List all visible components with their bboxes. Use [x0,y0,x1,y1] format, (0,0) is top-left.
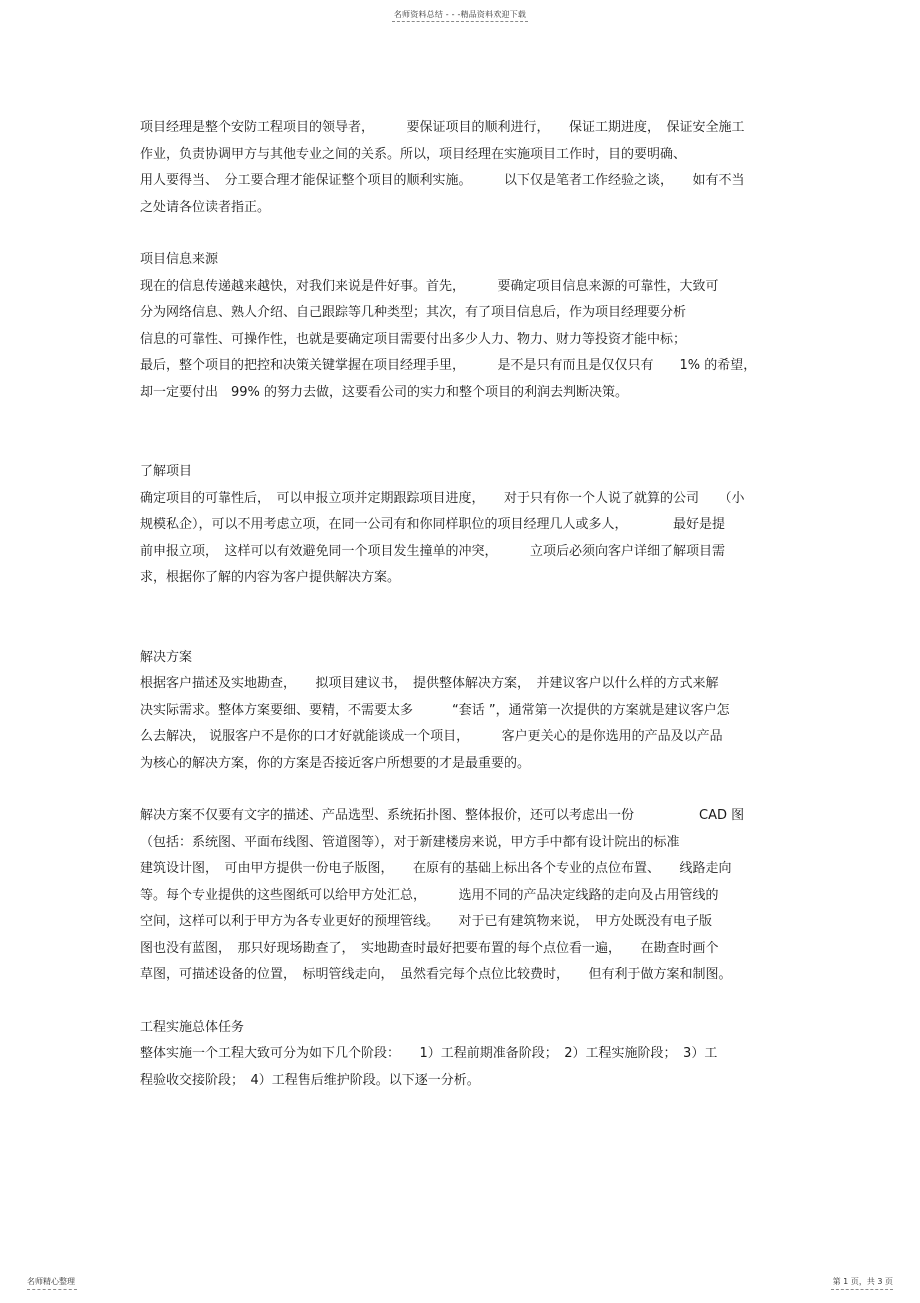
header-divider [392,21,528,22]
paragraph-line: 项目经理是整个安防工程项目的领导者， 要保证项目的顺利进行， 保证工期进度， 保证安全施工 [140,120,745,135]
section-heading-overall-tasks: 工程实施总体任务 [140,1019,245,1035]
page-number: 第 1 页，共 3 页 [832,1277,893,1286]
paragraph-line: （包括：系统图、平面布线图、管道图等），对于新建楼房来说，甲方手中都有设计院出的标准 [140,834,680,850]
paragraph-line: 之处请各位读者指正。 [140,199,271,215]
paragraph-line: 解决方案不仅要有文字的描述、产品选型、系统拓扑图、整体报价，还可以考虑出一份 CAD 图 [140,808,745,823]
paragraph-line: 规模私企），可以不用考虑立项，在同一公司有和你同样职位的项目经理几人或多人， 最好是提 [140,517,726,532]
section-heading-understand-project: 了解项目 [140,464,193,479]
paragraph-line: 分为网络信息、熟人介绍、自己跟踪等几种类型；其次，有了项目信息后，作为项目经理要分析 [140,305,687,320]
paragraph-line: 确定项目的可靠性后， 可以申报立项并定期跟踪项目进度， 对于只有你一个人说了就算的公司 （小 [140,490,745,506]
footer-left-label: 名师精心整理 [27,1277,75,1286]
paragraph-line: 作业，负责协调甲方与其他专业之间的关系。所以，项目经理在实施项目工作时，目的要明确、 [140,146,687,162]
section-paragraph-solution-drawings [140,803,785,989]
paragraph-line: 用人要得当、 分工要合理才能保证整个项目的顺利实施。 以下仅是笔者工作经验之谈， 如有不当 [140,173,745,188]
paragraph-line: 现在的信息传递越来越快，对我们来说是件好事。首先， 要确定项目信息来源的可靠性，大致可 [140,278,719,294]
section-heading-info-source: 项目信息来源 [140,252,219,267]
footer-left-divider [27,1289,77,1290]
paragraph-line: 信息的可靠性、可操作性，也就是要确定项目需要付出多少人力、物力、财力等投资才能中标； [140,331,687,347]
paragraph-line: 整体实施一个工程大致可分为如下几个阶段： 1）工程前期准备阶段； 2）工程实施阶段； 3）工 [140,1046,718,1061]
paragraph-line: 前申报立项， 这样可以有效避免同一个项目发生撞单的冲突， 立项后必须向客户详细了解项目需 [140,543,726,559]
page-header: 名师资料总结 - - -精品资料欢迎下载 [393,10,527,19]
paragraph-line: 决实际需求。整体方案要细、要精，不需要太多 “套话 ”，通常第一次提供的方案就是建议客户怎 [140,702,730,718]
paragraph-line: 建筑设计图， 可由甲方提供一份电子版图， 在原有的基础上标出各个专业的点位布置、 线路走向 [140,861,732,876]
document-body [140,115,785,1094]
paragraph-line: 最后，整个项目的把控和决策关键掌握在项目经理手里， 是不是只有而且是仅仅只有 1% 的希望， [140,358,757,373]
paragraph-line: 草图，可描述设备的位置， 标明管线走向， 虽然看完每个点位比较费时， 但有利于做方案和制图。 [140,967,732,982]
paragraph-line: 为核心的解决方案，你的方案是否接近客户所想要的才是最重要的。 [140,755,531,771]
section-paragraph-overall-tasks [140,1041,785,1094]
section-paragraph-solution [140,671,785,777]
paragraph-line: 求，根据你了解的内容为客户提供解决方案。 [140,570,401,585]
paragraph-line: 却一定要付出 99% 的努力去做，这要看公司的实力和整个项目的利润去判断决策。 [140,384,629,400]
paragraph-line: 图也没有蓝图， 那只好现场勘查了， 实地勘查时最好把要布置的每个点位看一遍， 在勘查时画个 [140,940,719,956]
paragraph-line: 空间，这样可以利于甲方为各专业更好的预埋管线。 对于已有建筑物来说， 甲方处既没有电子版 [140,914,713,929]
footer-right-divider [831,1289,893,1290]
intro-paragraph [140,115,785,221]
paragraph-line: 等。每个专业提供的这些图纸可以给甲方处汇总， 选用不同的产品决定线路的走向及占用管线的 [140,887,719,903]
section-paragraph-understand-project [140,486,785,592]
paragraph-line: 程验收交接阶段； 4）工程售后维护阶段。以下逐一分析。 [140,1072,480,1088]
section-heading-solution: 解决方案 [140,649,193,665]
paragraph-line: 根据客户描述及实地勘查， 拟项目建议书， 提供整体解决方案， 并建议客户以什么样的方式来解 [140,676,719,691]
paragraph-line: 么去解决， 说服客户不是你的口才好就能谈成一个项目， 客户更关心的是你选用的产品及以产品 [140,729,723,744]
section-paragraph-info-source [140,274,785,407]
